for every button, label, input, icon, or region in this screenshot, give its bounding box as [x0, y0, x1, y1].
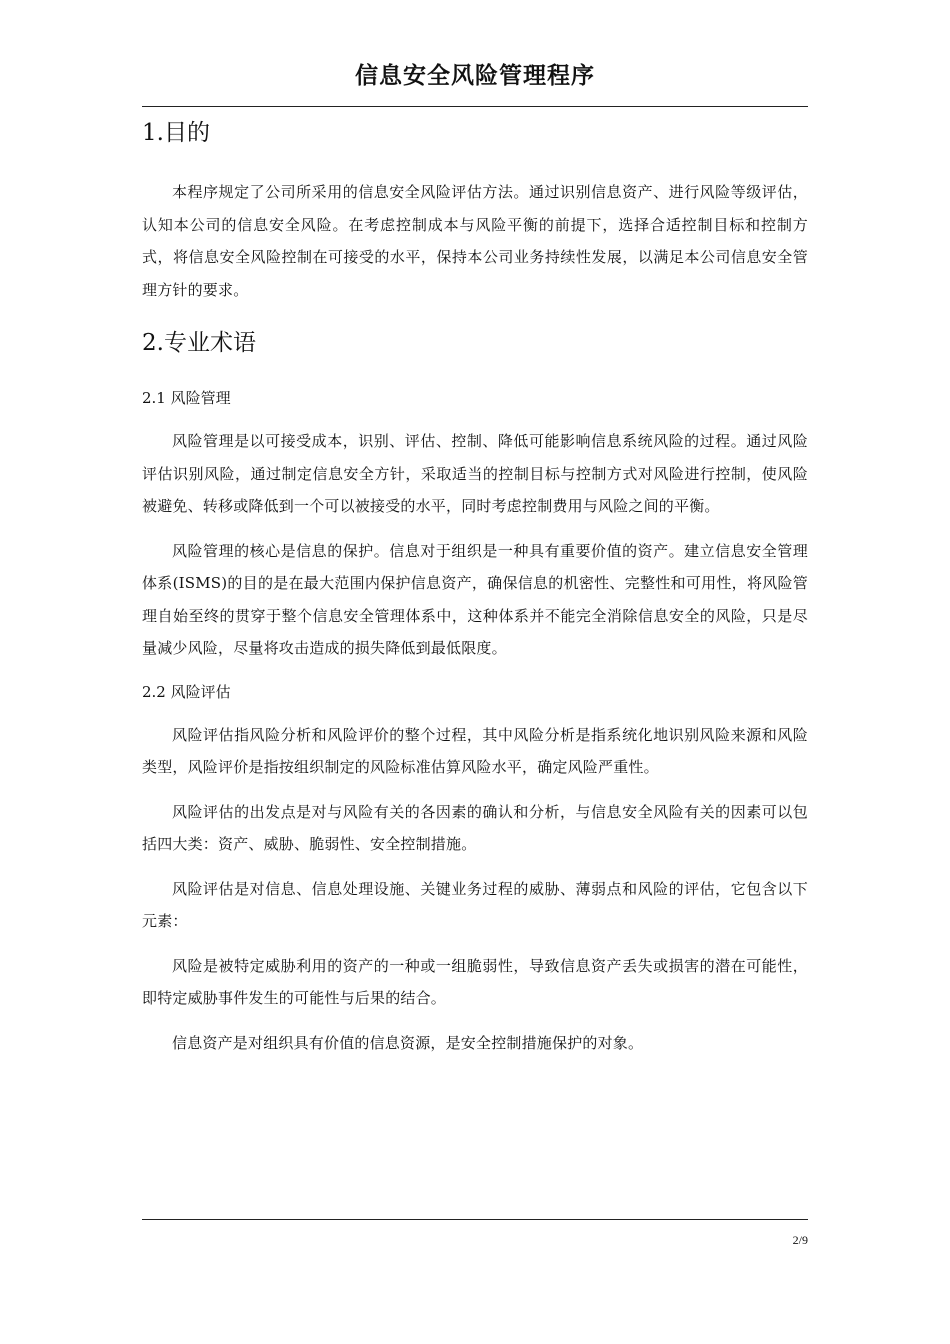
- paragraph-risk-assessment-4: 风险是被特定威胁利用的资产的一种或一组脆弱性，导致信息资产丢失或损害的潜在可能性，即特定威胁事件发生的可能性与后果的结合。: [142, 956, 808, 1007]
- paragraph-risk-assessment-1: 风险评估指风险分析和风险评价的整个过程，其中风险分析是指系统化地识别风险来源和风险类型，风险评价是指按组织制定的风险标准估算风险水平，确定风险严重性。: [142, 725, 808, 776]
- paragraph-risk-assessment-5: 信息资产是对组织具有价值的信息资源，是安全控制措施保护的对象。: [172, 1033, 644, 1052]
- document-body: [142, 112, 808, 1059]
- paragraph-risk-management-1: 风险管理是以可接受成本，识别、评估、控制、降低可能影响信息系统风险的过程。通过风险评估识别风险，通过制定信息安全方针，采取适当的控制目标与控制方式对风险进行控制，使风险被避免、转移或降低到一个可以被接受的水平，同时考虑控制费用与风险之间的平衡。: [142, 432, 808, 515]
- paragraph-purpose: 本程序规定了公司所采用的信息安全风险评估方法。通过识别信息资产、进行风险等级评估，认知本公司的信息安全风险。在考虑控制成本与风险平衡的前提下，选择合适控制目标和控制方式，将信息安全风险控制在可接受的水平，保持本公司业务持续性发展，以满足本公司信息安全管理方针的要求。: [142, 183, 808, 299]
- document-title: 信息安全风险管理程序: [355, 62, 595, 89]
- footer-divider: [142, 1219, 808, 1220]
- subsection-heading-risk-management: 2.1 风险管理: [142, 389, 231, 407]
- page-number: 2/9: [792, 1233, 808, 1247]
- subsection-heading-risk-assessment: 2.2 风险评估: [142, 682, 231, 701]
- paragraph-risk-management-2: 风险管理的核心是信息的保护。信息对于组织是一种具有重要价值的资产。建立信息安全管理体系(ISMS)的目的是在最大范围内保护信息资产，确保信息的机密性、完整性和可用性，将风险管理自始至终的贯穿于整个信息安全管理体系中，这种体系并不能完全消除信息安全的风险，只是尽量减少风险，尽量将攻击造成的损失降低到最低限度。: [142, 541, 808, 657]
- section-heading-purpose: 1.目的: [142, 120, 210, 146]
- header-divider: [142, 106, 808, 107]
- paragraph-risk-assessment-3: 风险评估是对信息、信息处理设施、关键业务过程的威胁、薄弱点和风险的评估，它包含以下元素：: [142, 879, 808, 930]
- section-heading-terms: 2.专业术语: [142, 330, 256, 356]
- paragraph-risk-assessment-2: 风险评估的出发点是对与风险有关的各因素的确认和分析，与信息安全风险有关的因素可以包括四大类：资产、威胁、脆弱性、安全控制措施。: [142, 802, 808, 853]
